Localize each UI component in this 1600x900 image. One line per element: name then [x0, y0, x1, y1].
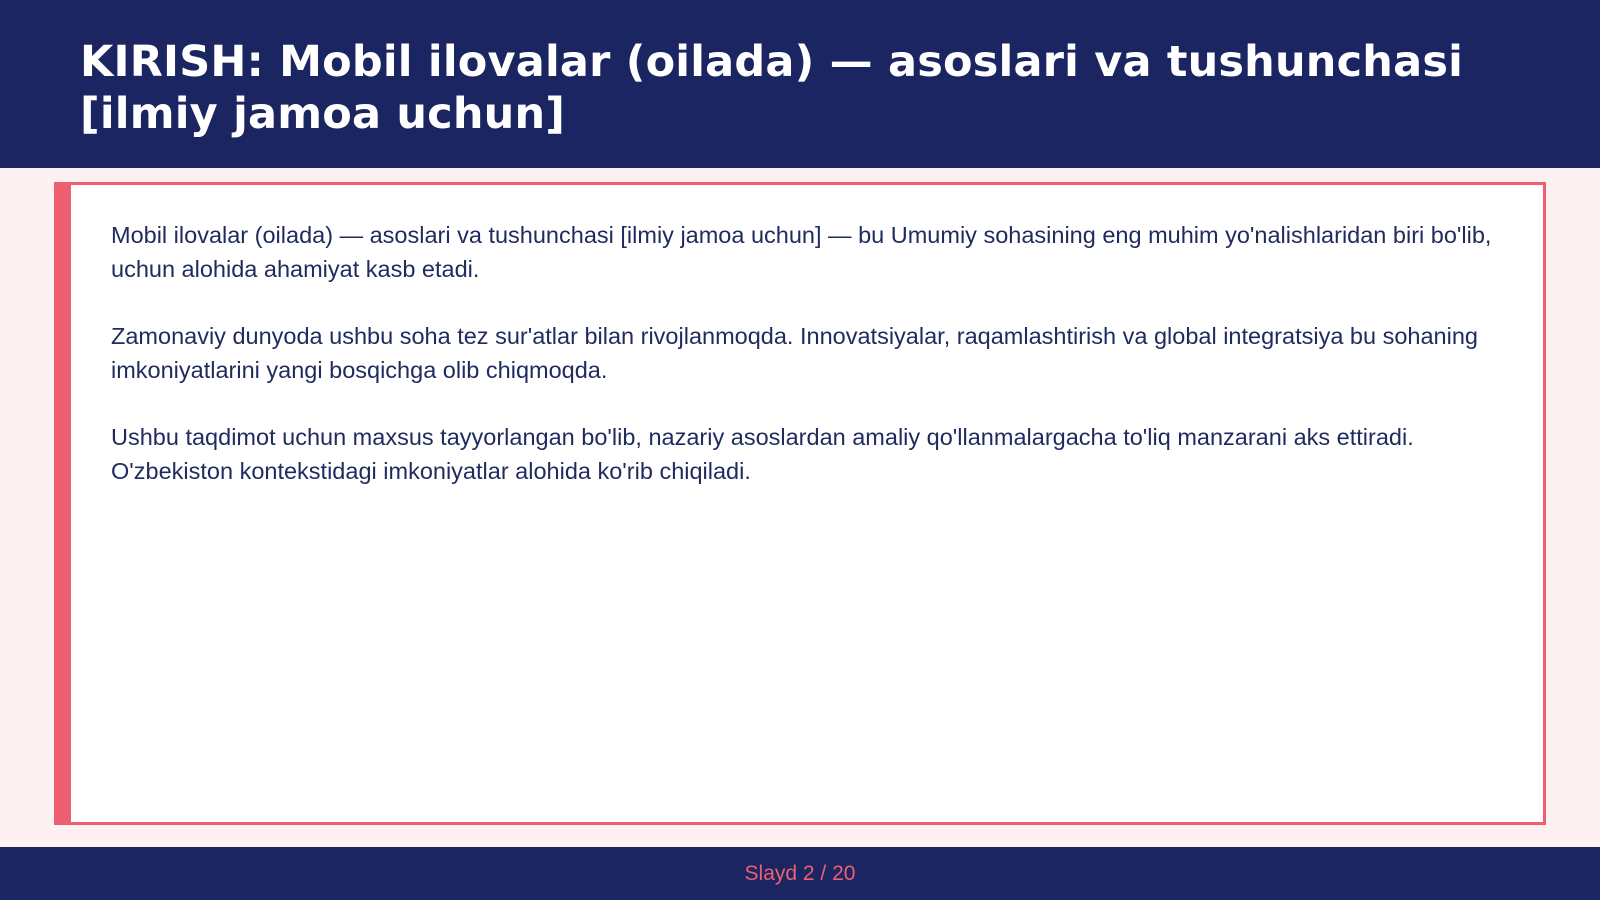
- slide-header: [0, 0, 1600, 168]
- slide-title: KIRISH: Mobil ilovalar (oilada) — asoslari va tushunchasi [ilmiy jamoa uchun]: [80, 37, 1464, 139]
- slide-counter: Slayd 2 / 20: [744, 861, 856, 885]
- content-paragraph-2: Zamonaviy dunyoda ushbu soha tez sur'atlar bilan rivojlanmoqda. Innovatsiyalar, raqamlashtirish va global integratsiya bu sohaning imkoniyatlarini yangi bosqichga olib chiqmoqda.: [111, 323, 1478, 383]
- slide-footer: [0, 847, 1600, 900]
- content-paragraph-1: Mobil ilovalar (oilada) — asoslari va tushunchasi [ilmiy jamoa uchun] — bu Umumiy sohasining eng muhim yo'nalishlaridan biri bo'lib, uchun alohida ahamiyat kasb etadi.: [111, 222, 1492, 282]
- content-paragraph-3: Ushbu taqdimot uchun maxsus tayyorlangan bo'lib, nazariy asoslardan amaliy qo'llanmalargacha to'liq manzarani aks ettiradi. O'zbekiston kontekstidagi imkoniyatlar alohida ko'rib chiqiladi.: [111, 424, 1414, 484]
- content-card: [54, 182, 1546, 825]
